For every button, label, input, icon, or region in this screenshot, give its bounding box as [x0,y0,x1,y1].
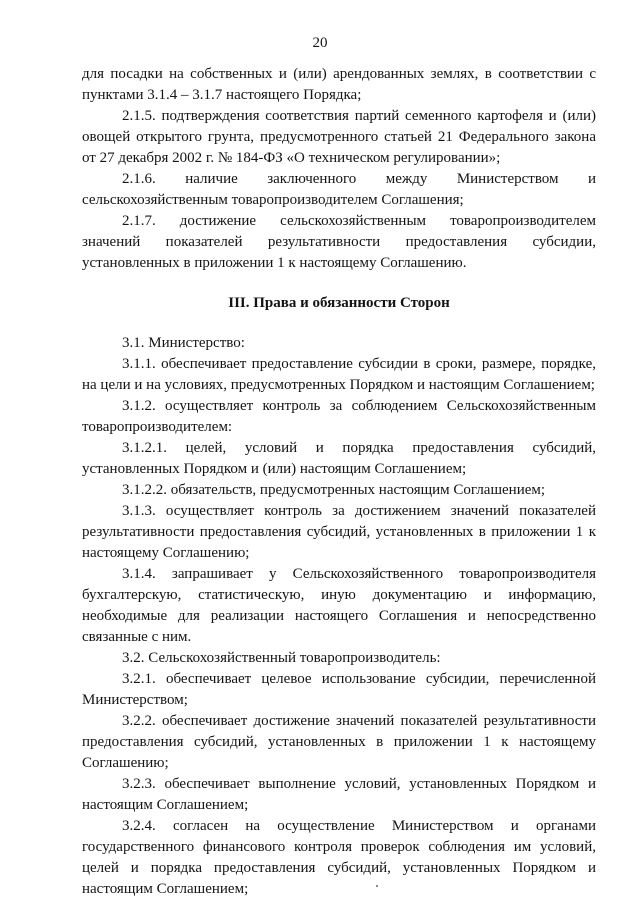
paragraph-3-1-2-1: 3.1.2.1. целей, условий и порядка предоставления субсидий, установленных Порядком и (или) настоящим Соглашением; [82,440,596,477]
document-body [82,64,596,900]
paragraph-3-1: 3.1. Министерство: [122,335,245,351]
paragraph-3-1-2-2: 3.1.2.2. обязательств, предусмотренных настоящим Соглашением; [122,482,546,498]
paragraph-3-1-1: 3.1.1. обеспечивает предоставление субсидии в сроки, размере, порядке, на цели и на условиях, предусмотренных Порядком и настоящим Соглашением; [82,356,596,393]
paragraph-3-1-2: 3.1.2. осуществляет контроль за соблюдением Сельскохозяйственным товаропроизводителем: [82,398,596,435]
paragraph-continuation: для посадки на собственных и (или) арендованных землях, в соответствии с пунктами 3.1.4 – 3.1.7 настоящего Порядка; [82,66,596,103]
section-heading: III. Права и обязанности Сторон [228,295,450,311]
paragraph-2-1-7: 2.1.7. достижение сельскохозяйственным товаропроизводителем значений показателей результативности предоставления субсидии, установленных в приложении 1 к настоящему Соглашению. [82,213,596,271]
paragraph-2-1-5: 2.1.5. подтверждения соответствия партий семенного картофеля и (или) овощей открытого грунта, предусмотренного статьей 21 Федерального закона от 27 декабря 2002 г. № 184-ФЗ «О техническом регулировании»; [82,108,596,166]
scan-speck [376,885,378,887]
paragraph-3-2-1: 3.2.1. обеспечивает целевое использование субсидии, перечисленной Министерством; [82,671,596,708]
paragraph-3-2-3: 3.2.3. обеспечивает выполнение условий, установленных Порядком и настоящим Соглашением; [82,776,596,813]
paragraph-3-2-2: 3.2.2. обеспечивает достижение значений показателей результативности предоставления субсидий, установленных в приложении 1 к настоящему Соглашению; [82,713,596,771]
paragraph-2-1-6: 2.1.6. наличие заключенного между Министерством и сельскохозяйственным товаропроизводителем Соглашения; [82,171,596,208]
paragraph-3-1-4: 3.1.4. запрашивает у Сельскохозяйственного товаропроизводителя бухгалтерскую, статистическую, иную документацию и информацию, необходимые для реализации настоящего Соглашения и непосредственно связанные с ним. [82,566,596,645]
page-number: 20 [312,35,328,51]
paragraph-3-2: 3.2. Сельскохозяйственный товаропроизводитель: [122,650,441,666]
paragraph-3-1-3: 3.1.3. осуществляет контроль за достижением значений показателей результативности предоставления субсидий, установленных в приложении 1 к настоящему Соглашению; [82,503,596,561]
paragraph-3-2-4: 3.2.4. согласен на осуществление Министерством и органами государственного финансового контроля проверок соблюдения им условий, целей и порядка предоставления субсидий, установленных Порядком и настоящим Соглашением; [82,818,596,897]
